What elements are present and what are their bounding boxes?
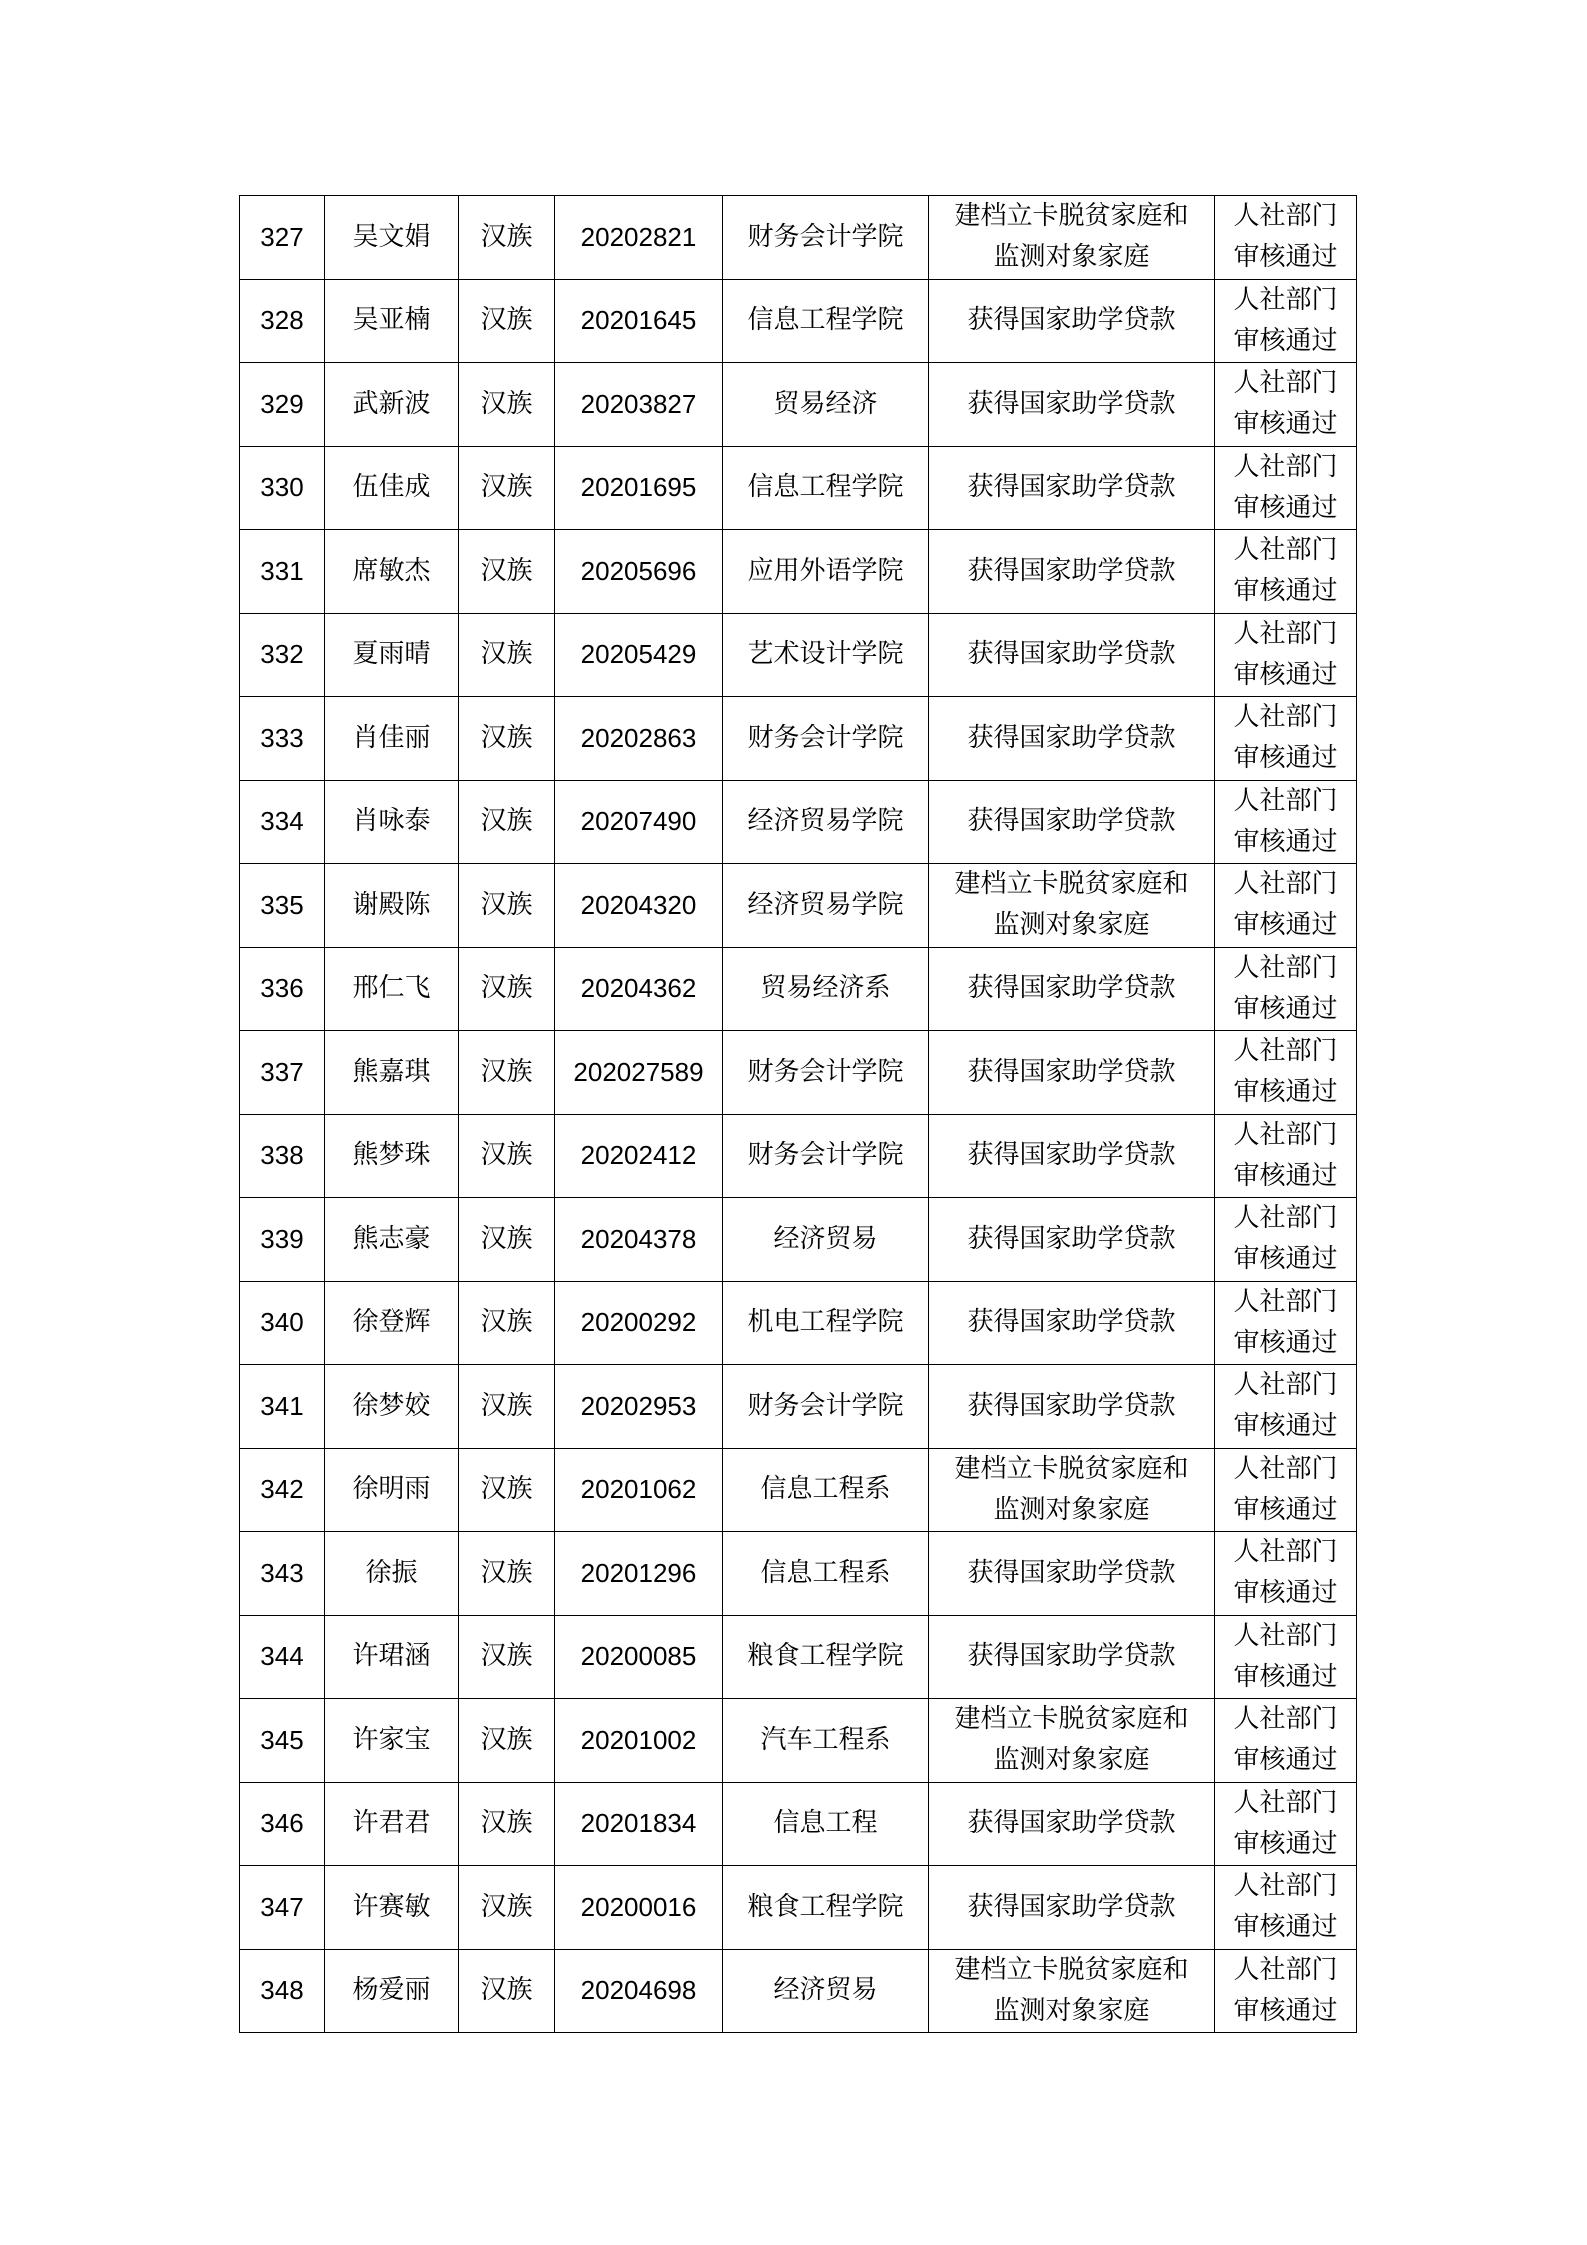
category-cell: 建档立卡脱贫家庭和 监测对象家庭 xyxy=(929,196,1215,280)
student-name-cell: 肖佳丽 xyxy=(325,697,459,781)
table-row xyxy=(240,1281,1357,1365)
status-cell: 人社部门 审核通过 xyxy=(1215,446,1357,530)
student-id-cell: 20201695 xyxy=(555,446,723,530)
row-number-cell: 331 xyxy=(240,530,325,614)
row-number-cell: 335 xyxy=(240,864,325,948)
row-number-cell: 344 xyxy=(240,1615,325,1699)
department-cell: 艺术设计学院 xyxy=(723,613,929,697)
department-cell: 贸易经济 xyxy=(723,363,929,447)
status-cell: 人社部门 审核通过 xyxy=(1215,530,1357,614)
row-number-cell: 341 xyxy=(240,1365,325,1449)
category-cell: 获得国家助学贷款 xyxy=(929,1782,1215,1866)
status-cell: 人社部门 审核通过 xyxy=(1215,363,1357,447)
student-name-cell: 熊梦珠 xyxy=(325,1114,459,1198)
table-row xyxy=(240,446,1357,530)
category-cell: 建档立卡脱贫家庭和 监测对象家庭 xyxy=(929,864,1215,948)
ethnicity-cell: 汉族 xyxy=(459,780,555,864)
row-number-cell: 348 xyxy=(240,1949,325,2033)
ethnicity-cell: 汉族 xyxy=(459,279,555,363)
category-cell: 建档立卡脱贫家庭和 监测对象家庭 xyxy=(929,1448,1215,1532)
category-cell: 获得国家助学贷款 xyxy=(929,446,1215,530)
row-number-cell: 329 xyxy=(240,363,325,447)
row-number-cell: 328 xyxy=(240,279,325,363)
ethnicity-cell: 汉族 xyxy=(459,1782,555,1866)
department-cell: 粮食工程学院 xyxy=(723,1615,929,1699)
status-cell: 人社部门 审核通过 xyxy=(1215,1365,1357,1449)
student-name-cell: 谢殿陈 xyxy=(325,864,459,948)
row-number-cell: 342 xyxy=(240,1448,325,1532)
student-name-cell: 吴文娟 xyxy=(325,196,459,280)
table-row xyxy=(240,196,1357,280)
student-id-cell: 20204320 xyxy=(555,864,723,948)
table-row xyxy=(240,363,1357,447)
department-cell: 信息工程学院 xyxy=(723,279,929,363)
ethnicity-cell: 汉族 xyxy=(459,1615,555,1699)
row-number-cell: 339 xyxy=(240,1198,325,1282)
student-name-cell: 许赛敏 xyxy=(325,1866,459,1950)
status-cell: 人社部门 审核通过 xyxy=(1215,1198,1357,1282)
category-cell: 获得国家助学贷款 xyxy=(929,1532,1215,1616)
row-number-cell: 345 xyxy=(240,1699,325,1783)
student-id-cell: 20204698 xyxy=(555,1949,723,2033)
department-cell: 财务会计学院 xyxy=(723,1031,929,1115)
department-cell: 信息工程学院 xyxy=(723,446,929,530)
student-id-cell: 20207490 xyxy=(555,780,723,864)
table-row xyxy=(240,1782,1357,1866)
status-cell: 人社部门 审核通过 xyxy=(1215,196,1357,280)
ethnicity-cell: 汉族 xyxy=(459,864,555,948)
table-row xyxy=(240,1448,1357,1532)
student-id-cell: 20201296 xyxy=(555,1532,723,1616)
row-number-cell: 327 xyxy=(240,196,325,280)
table-body xyxy=(240,196,1357,2033)
table-row xyxy=(240,1198,1357,1282)
ethnicity-cell: 汉族 xyxy=(459,613,555,697)
status-cell: 人社部门 审核通过 xyxy=(1215,1448,1357,1532)
row-number-cell: 347 xyxy=(240,1866,325,1950)
student-id-cell: 20201002 xyxy=(555,1699,723,1783)
status-cell: 人社部门 审核通过 xyxy=(1215,279,1357,363)
status-cell: 人社部门 审核通过 xyxy=(1215,1615,1357,1699)
student-name-cell: 武新波 xyxy=(325,363,459,447)
row-number-cell: 334 xyxy=(240,780,325,864)
student-name-cell: 肖咏泰 xyxy=(325,780,459,864)
student-id-cell: 20200085 xyxy=(555,1615,723,1699)
department-cell: 财务会计学院 xyxy=(723,1365,929,1449)
row-number-cell: 337 xyxy=(240,1031,325,1115)
ethnicity-cell: 汉族 xyxy=(459,1198,555,1282)
department-cell: 应用外语学院 xyxy=(723,530,929,614)
student-id-cell: 20204362 xyxy=(555,947,723,1031)
category-cell: 建档立卡脱贫家庭和 监测对象家庭 xyxy=(929,1949,1215,2033)
ethnicity-cell: 汉族 xyxy=(459,1281,555,1365)
row-number-cell: 343 xyxy=(240,1532,325,1616)
status-cell: 人社部门 审核通过 xyxy=(1215,697,1357,781)
student-list-table xyxy=(239,195,1357,2033)
student-id-cell: 20200292 xyxy=(555,1281,723,1365)
status-cell: 人社部门 审核通过 xyxy=(1215,864,1357,948)
status-cell: 人社部门 审核通过 xyxy=(1215,1114,1357,1198)
category-cell: 获得国家助学贷款 xyxy=(929,780,1215,864)
table-row xyxy=(240,1866,1357,1950)
category-cell: 获得国家助学贷款 xyxy=(929,1615,1215,1699)
department-cell: 信息工程系 xyxy=(723,1532,929,1616)
category-cell: 获得国家助学贷款 xyxy=(929,279,1215,363)
table-row xyxy=(240,697,1357,781)
student-name-cell: 夏雨晴 xyxy=(325,613,459,697)
status-cell: 人社部门 审核通过 xyxy=(1215,780,1357,864)
row-number-cell: 340 xyxy=(240,1281,325,1365)
department-cell: 经济贸易学院 xyxy=(723,864,929,948)
student-name-cell: 熊志豪 xyxy=(325,1198,459,1282)
student-id-cell: 20205696 xyxy=(555,530,723,614)
table-row xyxy=(240,1949,1357,2033)
table-row xyxy=(240,1615,1357,1699)
student-name-cell: 徐振 xyxy=(325,1532,459,1616)
student-id-cell: 20204378 xyxy=(555,1198,723,1282)
ethnicity-cell: 汉族 xyxy=(459,1949,555,2033)
student-name-cell: 徐登辉 xyxy=(325,1281,459,1365)
department-cell: 财务会计学院 xyxy=(723,196,929,280)
ethnicity-cell: 汉族 xyxy=(459,1114,555,1198)
department-cell: 财务会计学院 xyxy=(723,1114,929,1198)
category-cell: 获得国家助学贷款 xyxy=(929,947,1215,1031)
category-cell: 获得国家助学贷款 xyxy=(929,1866,1215,1950)
student-name-cell: 许珺涵 xyxy=(325,1615,459,1699)
ethnicity-cell: 汉族 xyxy=(459,1448,555,1532)
category-cell: 获得国家助学贷款 xyxy=(929,363,1215,447)
ethnicity-cell: 汉族 xyxy=(459,1866,555,1950)
category-cell: 获得国家助学贷款 xyxy=(929,697,1215,781)
status-cell: 人社部门 审核通过 xyxy=(1215,613,1357,697)
department-cell: 财务会计学院 xyxy=(723,697,929,781)
student-name-cell: 邢仁飞 xyxy=(325,947,459,1031)
ethnicity-cell: 汉族 xyxy=(459,1031,555,1115)
category-cell: 建档立卡脱贫家庭和 监测对象家庭 xyxy=(929,1699,1215,1783)
row-number-cell: 330 xyxy=(240,446,325,530)
table-row xyxy=(240,864,1357,948)
row-number-cell: 346 xyxy=(240,1782,325,1866)
department-cell: 汽车工程系 xyxy=(723,1699,929,1783)
row-number-cell: 338 xyxy=(240,1114,325,1198)
status-cell: 人社部门 审核通过 xyxy=(1215,1949,1357,2033)
status-cell: 人社部门 审核通过 xyxy=(1215,1281,1357,1365)
student-name-cell: 杨爱丽 xyxy=(325,1949,459,2033)
student-id-cell: 20200016 xyxy=(555,1866,723,1950)
ethnicity-cell: 汉族 xyxy=(459,1532,555,1616)
ethnicity-cell: 汉族 xyxy=(459,446,555,530)
department-cell: 信息工程 xyxy=(723,1782,929,1866)
category-cell: 获得国家助学贷款 xyxy=(929,1114,1215,1198)
ethnicity-cell: 汉族 xyxy=(459,196,555,280)
ethnicity-cell: 汉族 xyxy=(459,697,555,781)
student-id-cell: 20201062 xyxy=(555,1448,723,1532)
category-cell: 获得国家助学贷款 xyxy=(929,1365,1215,1449)
student-id-cell: 20201834 xyxy=(555,1782,723,1866)
table-row xyxy=(240,947,1357,1031)
student-id-cell: 20205429 xyxy=(555,613,723,697)
table-row xyxy=(240,1031,1357,1115)
ethnicity-cell: 汉族 xyxy=(459,1365,555,1449)
row-number-cell: 332 xyxy=(240,613,325,697)
status-cell: 人社部门 审核通过 xyxy=(1215,1699,1357,1783)
category-cell: 获得国家助学贷款 xyxy=(929,530,1215,614)
ethnicity-cell: 汉族 xyxy=(459,947,555,1031)
department-cell: 机电工程学院 xyxy=(723,1281,929,1365)
student-id-cell: 20203827 xyxy=(555,363,723,447)
status-cell: 人社部门 审核通过 xyxy=(1215,947,1357,1031)
student-id-cell: 20202863 xyxy=(555,697,723,781)
student-id-cell: 20202821 xyxy=(555,196,723,280)
status-cell: 人社部门 审核通过 xyxy=(1215,1866,1357,1950)
table-row xyxy=(240,1699,1357,1783)
category-cell: 获得国家助学贷款 xyxy=(929,1031,1215,1115)
student-id-cell: 20202953 xyxy=(555,1365,723,1449)
row-number-cell: 336 xyxy=(240,947,325,1031)
ethnicity-cell: 汉族 xyxy=(459,530,555,614)
student-id-cell: 202027589 xyxy=(555,1031,723,1115)
department-cell: 粮食工程学院 xyxy=(723,1866,929,1950)
table-row xyxy=(240,530,1357,614)
category-cell: 获得国家助学贷款 xyxy=(929,1198,1215,1282)
department-cell: 经济贸易 xyxy=(723,1949,929,2033)
student-name-cell: 徐梦姣 xyxy=(325,1365,459,1449)
department-cell: 信息工程系 xyxy=(723,1448,929,1532)
table-row xyxy=(240,1114,1357,1198)
ethnicity-cell: 汉族 xyxy=(459,1699,555,1783)
student-name-cell: 许君君 xyxy=(325,1782,459,1866)
status-cell: 人社部门 审核通过 xyxy=(1215,1782,1357,1866)
table-row xyxy=(240,780,1357,864)
department-cell: 经济贸易学院 xyxy=(723,780,929,864)
student-name-cell: 吴亚楠 xyxy=(325,279,459,363)
student-name-cell: 熊嘉琪 xyxy=(325,1031,459,1115)
table-row xyxy=(240,1532,1357,1616)
status-cell: 人社部门 审核通过 xyxy=(1215,1031,1357,1115)
student-id-cell: 20201645 xyxy=(555,279,723,363)
student-id-cell: 20202412 xyxy=(555,1114,723,1198)
ethnicity-cell: 汉族 xyxy=(459,363,555,447)
student-name-cell: 徐明雨 xyxy=(325,1448,459,1532)
category-cell: 获得国家助学贷款 xyxy=(929,613,1215,697)
status-cell: 人社部门 审核通过 xyxy=(1215,1532,1357,1616)
department-cell: 经济贸易 xyxy=(723,1198,929,1282)
student-name-cell: 席敏杰 xyxy=(325,530,459,614)
table-row xyxy=(240,279,1357,363)
table-row xyxy=(240,1365,1357,1449)
category-cell: 获得国家助学贷款 xyxy=(929,1281,1215,1365)
table-row xyxy=(240,613,1357,697)
row-number-cell: 333 xyxy=(240,697,325,781)
student-name-cell: 许家宝 xyxy=(325,1699,459,1783)
student-name-cell: 伍佳成 xyxy=(325,446,459,530)
department-cell: 贸易经济系 xyxy=(723,947,929,1031)
